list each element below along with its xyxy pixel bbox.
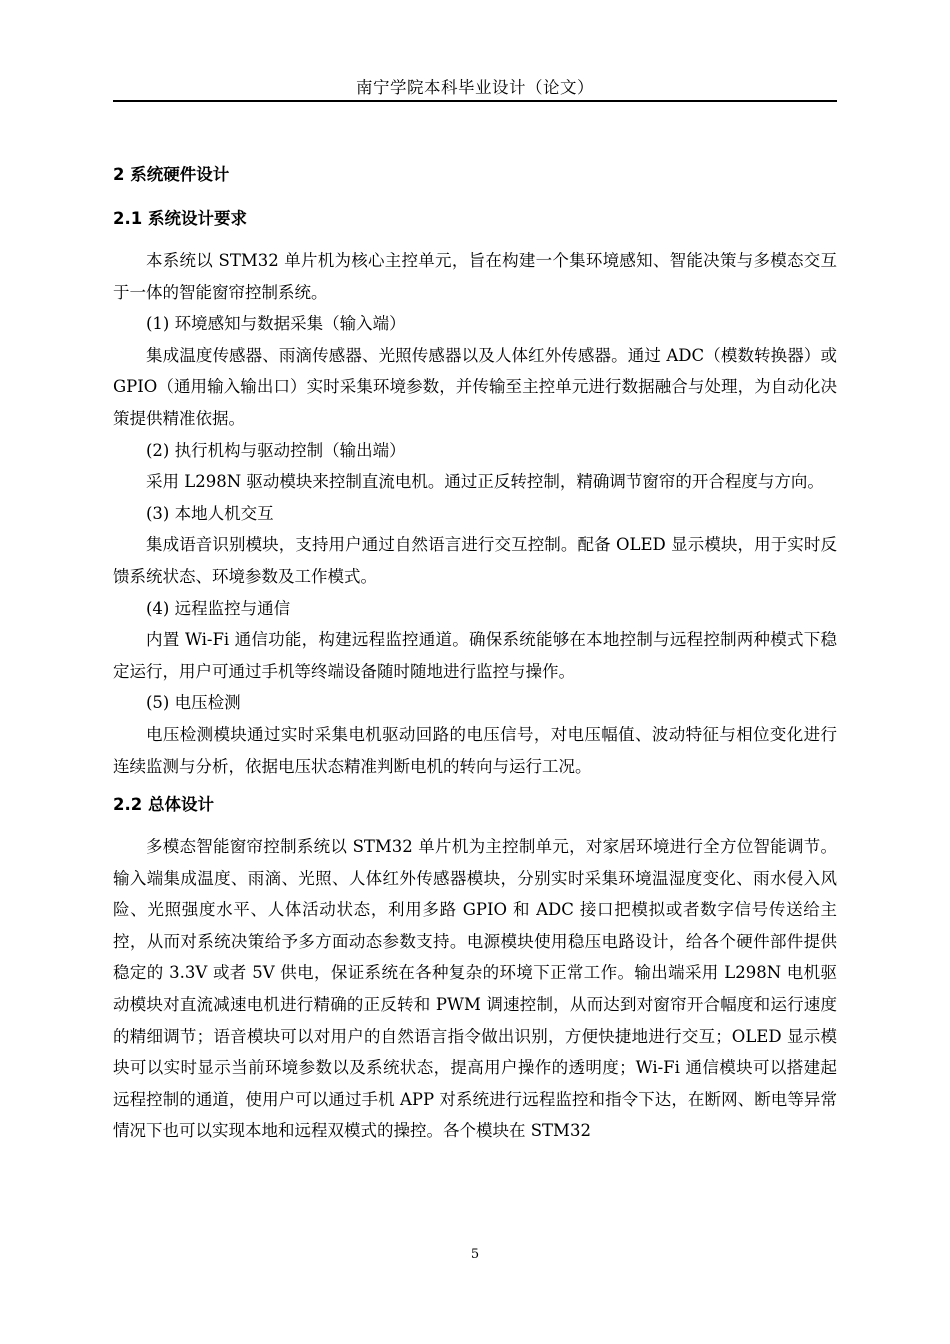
page-body — [113, 162, 837, 1147]
chapter-heading: 2 系统硬件设计 — [113, 165, 230, 184]
list-item-heading: (4) 远程监控与通信 — [146, 598, 291, 618]
paragraph: 电压检测模块通过实时采集电机驱动回路的电压信号，对电压幅值、波动特征与相位变化进行连续监测与分析，依据电压状态精准判断电机的转向与运行工况。 — [113, 724, 837, 776]
list-item-heading: (3) 本地人机交互 — [146, 503, 274, 523]
list-item-heading: (2) 执行机构与驱动控制（输出端） — [146, 440, 406, 460]
section-2-1-heading: 2.1 系统设计要求 — [113, 209, 247, 228]
paragraph: 采用 L298N 驱动模块来控制直流电机。通过正反转控制，精确调节窗帘的开合程度与方向。 — [146, 472, 824, 492]
paragraph: 集成语音识别模块，支持用户通过自然语言进行交互控制。配备 OLED 显示模块，用于实时反馈系统状态、环境参数及工作模式。 — [113, 535, 837, 586]
running-header: 南宁学院本科毕业设计（论文） — [356, 78, 594, 97]
paragraph: 集成温度传感器、雨滴传感器、光照传感器以及人体红外传感器。通过 ADC（模数转换器）或 GPIO（通用输入输出口）实时采集环境参数，并传输至主控单元进行数据融合与处理，为自动化决策提供精准依据。 — [113, 345, 837, 428]
section-2-2-heading: 2.2 总体设计 — [113, 795, 214, 815]
paragraph: 多模态智能窗帘控制系统以 STM32 单片机为主控制单元，对家居环境进行全方位智能调节。输入端集成温度、雨滴、光照、人体红外传感器模块，分别实时采集环境温湿度变化、雨水侵入风险、光照强度水平、人体活动状态，利用多路 GPIO 和 ADC 接口把模拟或者数字信号传送给主控，从而对系统决策给予多方面动态参数支持。电源模块使用稳压电路设计，给各个硬件部件提供稳定的 3.3V 或者 5V 供电，保证系统在各种复杂的环境下正常工作。输出端采用 L298N 电机驱动模块对直流减速电机进行精确的正反转和 PWM 调速控制，从而达到对窗帘开合幅度和运行速度的精细调节；语音模块可以对用户的自然语言指令做出识别，方便快捷地进行交互；OLED 显示模块可以实时显示当前环境参数以及系统状态，提高用户操作的透明度；Wi-Fi 通信模块可以搭建起远程控制的通道，使用户可以通过手机 APP 对系统进行远程监控和指令下达，在断网、断电等异常情况下也可以实现本地和远程双模式的操控。各个模块在 STM32 — [113, 837, 837, 1141]
list-item-heading: (1) 环境感知与数据采集（输入端） — [146, 314, 406, 334]
paragraph: 本系统以 STM32 单片机为核心主控单元，旨在构建一个集环境感知、智能决策与多模态交互于一体的智能窗帘控制系统。 — [113, 251, 837, 302]
list-item-heading: (5) 电压检测 — [146, 693, 241, 713]
paragraph: 内置 Wi-Fi 通信功能，构建远程监控通道。确保系统能够在本地控制与远程控制两种模式下稳定运行，用户可通过手机等终端设备随时随地进行监控与操作。 — [113, 630, 837, 681]
header-rule — [113, 100, 837, 102]
page-number: 5 — [470, 1247, 480, 1262]
